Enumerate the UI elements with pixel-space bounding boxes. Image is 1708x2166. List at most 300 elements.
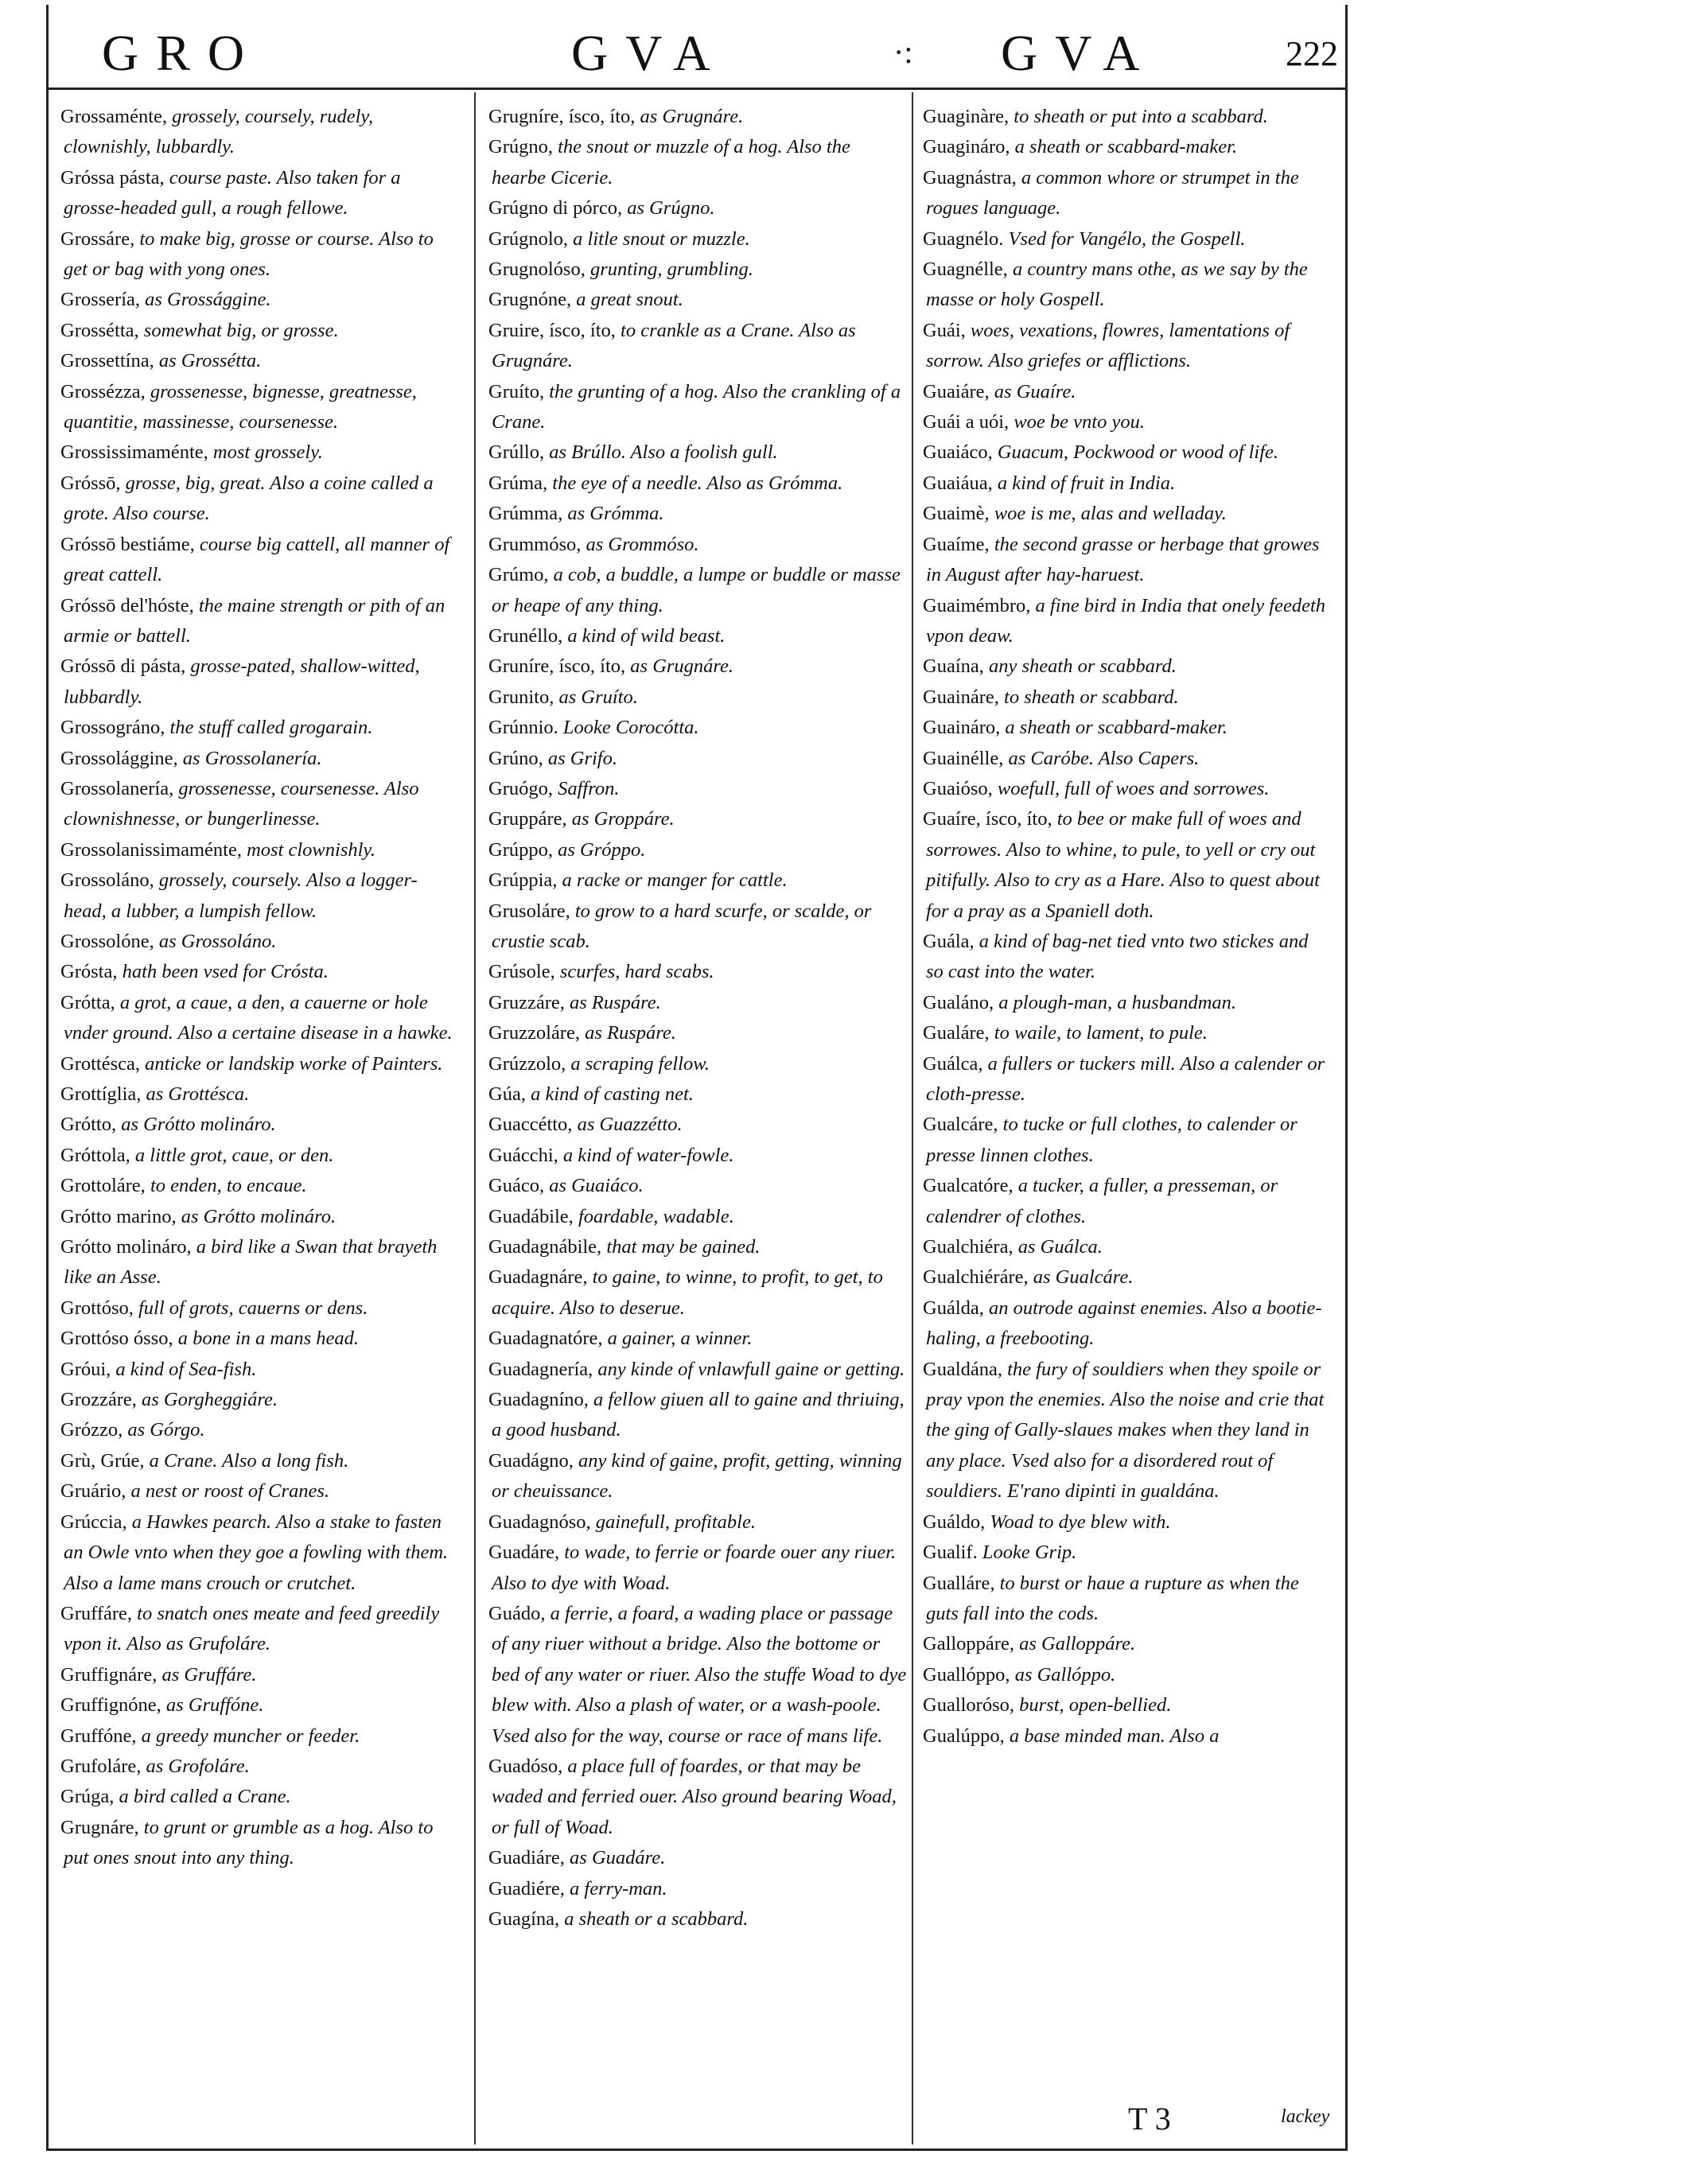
entry-headword: Grossolanería, (60, 777, 174, 799)
dictionary-entry (923, 1629, 1329, 1659)
dictionary-entry (60, 1415, 458, 1445)
header-left-guideword: GRO (102, 25, 263, 81)
entry-definition: scurfes, hard scabs. (554, 961, 714, 983)
dictionary-entry (60, 1049, 458, 1079)
entry-definition: a Hawkes pearch. Also a stake to fasten an Owle vnto when they goe a fowling with them. Also a lame mans crouch or crutchet. (64, 1511, 449, 1594)
entry-definition: as Grommóso. (581, 533, 699, 555)
dictionary-entry (60, 1690, 458, 1721)
entry-definition: a bird like a Swan that brayeth like an Asse. (64, 1236, 438, 1289)
entry-headword: Guadóso, (488, 1755, 563, 1777)
dictionary-entry (60, 285, 458, 315)
entry-headword: Grótto, (60, 1114, 117, 1136)
entry-definition: as Grugnáre. (635, 106, 744, 127)
entry-headword: Gróssō di pásta, (60, 655, 186, 678)
entry-definition: woefull, full of woes and sorrowes. (992, 777, 1270, 799)
entry-headword: Guaiáco, (923, 441, 993, 464)
entry-definition: grosse-pated, shallow-witted, lubbardly. (64, 655, 420, 708)
entry-definition: the stuff called grogarain. (165, 717, 373, 739)
dictionary-entry (923, 102, 1329, 132)
entry-definition: as Grossoláno. (154, 930, 277, 952)
entry-definition: any sheath or scabbard. (983, 655, 1177, 678)
dictionary-entry (488, 132, 908, 193)
entry-headword: Guaíme, (923, 533, 990, 555)
dictionary-entry (923, 1690, 1329, 1721)
dictionary-entry (60, 1385, 458, 1415)
dictionary-entry (923, 224, 1329, 255)
entry-headword: Grottíglia, (60, 1083, 142, 1105)
dictionary-entry (60, 316, 458, 346)
entry-definition: a great snout. (571, 289, 683, 311)
entry-definition: as Grifo. (543, 747, 617, 769)
entry-headword: Guaióso, (923, 777, 993, 799)
entry-definition: a common whore or strumpet in the rogues language. (926, 166, 1299, 220)
entry-headword: Grottóso, (60, 1297, 134, 1319)
entry-headword: Guaína, (923, 655, 984, 678)
entry-headword: Guálda, (923, 1297, 984, 1319)
dictionary-entry (488, 1385, 908, 1446)
entry-headword: Gualáre, (923, 1022, 990, 1044)
dictionary-entry (60, 163, 458, 224)
entry-definition: that may be gained. (601, 1236, 761, 1258)
entry-definition: as Guaiáco. (544, 1175, 644, 1197)
dictionary-entry (60, 469, 458, 530)
entry-headword: Gróssa pásta, (60, 166, 165, 189)
dictionary-entry (488, 1262, 908, 1324)
entry-definition: course big cattell, all manner of great cattell. (64, 533, 450, 586)
entry-definition: as Grótto molináro. (116, 1114, 276, 1136)
dictionary-entry (923, 682, 1329, 713)
entry-headword: Gruníre, ísco, íto, (488, 655, 626, 678)
dictionary-entry (60, 1752, 458, 1782)
entry-headword: Grúmma, (488, 503, 563, 525)
entry-definition: a gainer, a winner. (602, 1328, 753, 1350)
entry-definition: as Gruffóne. (161, 1694, 264, 1717)
entry-headword: Gróssō, (60, 472, 121, 494)
entry-headword: Guadágno, (488, 1449, 574, 1472)
dictionary-entry (60, 1079, 458, 1110)
entry-headword: Guainélle, (923, 747, 1004, 769)
dictionary-entry (923, 255, 1329, 316)
entry-definition: Woad to dye blew with. (985, 1511, 1171, 1533)
entry-definition: grossenesse, bignesse, greatnesse, quantitie, massinesse, coursenesse. (64, 380, 417, 434)
dictionary-entry (60, 1813, 458, 1874)
entry-headword: Gualloróso, (923, 1694, 1014, 1717)
dictionary-entry (923, 1293, 1329, 1355)
dictionary-entry (488, 957, 908, 987)
entry-definition: grossenesse, coursenesse. Also clownishnesse, or bungerlinesse. (64, 777, 419, 830)
entry-definition: as Grúgno. (622, 197, 715, 220)
entry-headword: Grunéllo, (488, 624, 563, 647)
dictionary-entry (60, 1782, 458, 1812)
entry-headword: Guallóppo, (923, 1663, 1010, 1686)
dictionary-entry (488, 1843, 908, 1873)
entry-definition: to waile, to lament, to pule. (989, 1022, 1208, 1044)
entry-definition: Looke Grip. (977, 1542, 1077, 1564)
entry-definition: as Ruspáre. (564, 991, 661, 1013)
header-rule (46, 87, 1348, 90)
entry-headword: Guálca, (923, 1052, 983, 1075)
dictionary-entry (488, 1202, 908, 1232)
entry-headword: Gualúppo, (923, 1725, 1005, 1747)
entry-headword: Grossolóne, (60, 930, 154, 952)
entry-definition: Saffron. (552, 777, 620, 799)
entry-headword: Gualif. (923, 1542, 978, 1564)
entry-headword: Gúa, (488, 1083, 526, 1105)
entry-definition: a litle snout or muzzle. (568, 227, 750, 250)
dictionary-entry (60, 988, 458, 1049)
entry-definition: a plough-man, a husbandman. (994, 991, 1237, 1013)
entry-definition: as Guálca. (1013, 1236, 1103, 1258)
dictionary-entry (488, 1018, 908, 1048)
entry-definition: anticke or landskip worke of Painters. (140, 1052, 443, 1075)
entry-definition: to grunt or grumble as a hog. Also to put ones snout into any thing. (64, 1816, 434, 1869)
entry-headword: Grótto marino, (60, 1205, 177, 1227)
dictionary-entry (923, 1355, 1329, 1507)
dictionary-entry (923, 744, 1329, 774)
dictionary-entry (60, 713, 458, 743)
dictionary-entry (488, 102, 908, 132)
dictionary-column-3 (923, 102, 1329, 1752)
entry-definition: as Gualcáre. (1028, 1266, 1134, 1289)
dictionary-entry (923, 988, 1329, 1018)
entry-definition: to sheath or put into a scabbard. (1009, 106, 1268, 127)
entry-definition: hath been vsed for Crósta. (117, 961, 329, 983)
entry-headword: Gróssō bestiáme, (60, 533, 195, 555)
dictionary-entry (488, 255, 908, 285)
entry-headword: Gruppáre, (488, 808, 567, 830)
entry-headword: Gruógo, (488, 777, 553, 799)
dictionary-entry (923, 1049, 1329, 1110)
entry-definition: full of grots, cauerns or dens. (133, 1297, 368, 1319)
entry-definition: the second grasse or herbage that growes in August after hay-haruest. (926, 533, 1320, 586)
entry-headword: Guaginàre, (923, 106, 1010, 127)
dictionary-entry (60, 865, 458, 927)
entry-headword: Guagnélo. (923, 227, 1004, 250)
entry-definition: course paste. Also taken for a grosse-headed gull, a rough fellowe. (64, 166, 401, 220)
entry-headword: Gualcatóre, (923, 1175, 1014, 1197)
entry-headword: Grossáre, (60, 227, 135, 250)
entry-headword: Guaiáre, (923, 380, 990, 402)
entry-definition: as Grótto molináro. (176, 1205, 337, 1227)
entry-headword: Gruffignáre, (60, 1663, 158, 1686)
dictionary-entry (60, 1324, 458, 1354)
entry-headword: Guadáre, (488, 1542, 560, 1564)
dictionary-entry (488, 1752, 908, 1843)
dictionary-entry (488, 1355, 908, 1385)
dictionary-entry (923, 1538, 1329, 1568)
entry-headword: Gualchiéra, (923, 1236, 1014, 1258)
dictionary-column-1 (60, 102, 458, 1874)
entry-definition: to tucke or full clothes, to calender or presse linnen clothes. (926, 1114, 1298, 1166)
entry-headword: Guádo, (488, 1602, 546, 1624)
dictionary-entry (60, 927, 458, 957)
entry-definition: foardable, wadable. (573, 1205, 734, 1227)
entry-definition: to burst or haue a rupture as when the guts fall into the cods. (926, 1572, 1299, 1624)
entry-headword: Guaimè, (923, 503, 990, 525)
entry-definition: the snout or muzzle of a hog. Also the hearbe Cicerie. (492, 136, 850, 189)
entry-definition: a kind of water-fowle. (558, 1144, 734, 1166)
dictionary-entry (488, 835, 908, 865)
entry-headword: Grù, Grúe, (60, 1449, 145, 1472)
entry-definition: as Górgo. (123, 1419, 205, 1441)
dictionary-column-2 (488, 102, 908, 1935)
entry-definition: as Grottésca. (141, 1083, 250, 1105)
entry-headword: Gruíto, (488, 380, 545, 402)
running-header (46, 16, 1348, 103)
dictionary-entry (488, 682, 908, 713)
dictionary-entry (60, 835, 458, 865)
entry-definition: Guacum, Pockwood or wood of life. (992, 441, 1279, 464)
entry-definition: a sheath or scabbard-maker. (1000, 717, 1228, 739)
entry-headword: Guaináre, (923, 686, 999, 708)
entry-definition: woes, vexations, flowres, lamentations of sorrow. Also griefes or afflictions. (926, 319, 1290, 372)
entry-headword: Guagnástra, (923, 166, 1017, 189)
entry-headword: Gualdána, (923, 1358, 1002, 1380)
dictionary-entry (60, 1171, 458, 1201)
dictionary-entry (60, 957, 458, 987)
entry-definition: to enden, to encaue. (145, 1175, 307, 1197)
entry-headword: Guái a uói, (923, 411, 1010, 434)
entry-definition: a cob, a buddle, a lumpe or buddle or masse or heape of any thing. (492, 564, 901, 616)
entry-headword: Gualláre, (923, 1572, 995, 1594)
dictionary-entry (60, 1293, 458, 1324)
entry-headword: Grúma, (488, 472, 548, 494)
header-right-guideword: GVA (1001, 25, 1157, 81)
entry-headword: Gruzzáre, (488, 991, 565, 1013)
dictionary-entry (60, 530, 458, 591)
dictionary-entry (923, 316, 1329, 377)
entry-headword: Gualcáre, (923, 1114, 998, 1136)
entry-definition: any kinde of vnlawfull gaine or getting. (593, 1358, 905, 1380)
entry-definition: as Gruffáre. (157, 1663, 257, 1686)
column-separator-1 (474, 92, 476, 2145)
dictionary-entry (488, 1049, 908, 1079)
dictionary-entry (923, 804, 1329, 927)
dictionary-entry (923, 377, 1329, 407)
dictionary-entry (488, 1874, 908, 1904)
entry-headword: Grugníre, ísco, íto, (488, 106, 636, 127)
entry-headword: Grottésca, (60, 1052, 140, 1075)
entry-headword: Grózzo, (60, 1419, 123, 1441)
dictionary-entry (60, 1476, 458, 1507)
dictionary-entry (60, 1599, 458, 1660)
dictionary-entry (488, 896, 908, 958)
entry-definition: burst, open-bellied. (1014, 1694, 1172, 1717)
entry-headword: Grósta, (60, 961, 118, 983)
entry-headword: Guái, (923, 319, 966, 341)
entry-definition: a fellow giuen all to gaine and thriuing, a good husband. (492, 1389, 905, 1441)
entry-headword: Grottoláre, (60, 1175, 146, 1197)
entry-definition: the maine strength or pith of an armie or battell. (64, 594, 445, 647)
entry-definition: a bird called a Crane. (114, 1786, 291, 1808)
entry-headword: Gruffóne, (60, 1725, 137, 1747)
entry-definition: as Groppáre. (566, 808, 675, 830)
entry-headword: Guadagnóso, (488, 1511, 591, 1533)
entry-definition: a grot, a caue, a den, a cauerne or hole vnder ground. Also a certaine disease in a hawke. (64, 991, 453, 1044)
entry-definition: as Grugnáre. (625, 655, 734, 678)
dictionary-entry (923, 407, 1329, 437)
entry-headword: Guáldo, (923, 1511, 986, 1533)
entry-headword: Grúppo, (488, 838, 553, 861)
entry-headword: Guaíre, ísco, íto, (923, 808, 1052, 830)
entry-definition: gainefull, profitable. (590, 1511, 756, 1533)
catchword: lackey (1281, 2106, 1330, 2127)
dictionary-entry (923, 774, 1329, 804)
dictionary-entry (488, 224, 908, 255)
entry-headword: Grossétta, (60, 319, 139, 341)
entry-definition: the fury of souldiers when they spoile or pray vpon the enemies. Also the noise and crie that the ging of Gally-slaues makes when they land in any place. Vsed also for a disordered rout of souldiers. E'rano dipinti in gualdána. (926, 1358, 1325, 1503)
dictionary-entry (923, 437, 1329, 468)
entry-headword: Guagína, (488, 1907, 560, 1930)
entry-definition: to gaine, to winne, to profit, to get, to acquire. Also to deserue. (492, 1266, 883, 1319)
dictionary-entry (60, 1110, 458, 1140)
dictionary-entry (488, 316, 908, 377)
entry-headword: Grufoláre, (60, 1755, 142, 1777)
entry-definition: a kind of casting net. (525, 1083, 694, 1105)
entry-headword: Guagnélle, (923, 259, 1008, 281)
dictionary-entry (488, 1171, 908, 1201)
entry-definition: as Guadáre. (564, 1847, 666, 1869)
entry-headword: Gróssō del'hóste, (60, 594, 194, 616)
entry-headword: Grúno, (488, 747, 543, 769)
dictionary-entry (923, 1232, 1329, 1262)
dictionary-entry (488, 865, 908, 896)
entry-headword: Grunito, (488, 686, 554, 708)
entry-headword: Guála, (923, 930, 975, 952)
entry-headword: Grúga, (60, 1786, 115, 1808)
entry-definition: the grunting of a hog. Also the crankling of a Crane. (492, 380, 901, 434)
entry-headword: Guagináro, (923, 136, 1010, 158)
entry-definition: a nest or roost of Cranes. (126, 1480, 330, 1503)
entry-definition: grosse, big, great. Also a coine called a grote. Also course. (64, 472, 434, 525)
entry-headword: Gróttola, (60, 1144, 130, 1166)
entry-definition: a sheath or scabbard-maker. (1010, 136, 1238, 158)
entry-headword: Guadagnatóre, (488, 1328, 603, 1350)
entry-headword: Guadagníno, (488, 1389, 589, 1411)
entry-definition: a little grot, caue, or den. (130, 1144, 334, 1166)
entry-headword: Gualáno, (923, 991, 994, 1013)
dictionary-entry (488, 1324, 908, 1354)
entry-definition: a greedy muncher or feeder. (136, 1725, 360, 1747)
entry-definition: somewhat big, or grosse. (138, 319, 339, 341)
entry-headword: Guaiáua, (923, 472, 993, 494)
entry-headword: Guadiáre, (488, 1847, 565, 1869)
entry-headword: Gróui, (60, 1358, 111, 1380)
entry-definition: a Crane. Also a long fish. (144, 1449, 349, 1472)
entry-definition: a kind of Sea-fish. (111, 1358, 257, 1380)
entry-definition: as Grossétta. (154, 350, 262, 372)
entry-headword: Grótta, (60, 991, 115, 1013)
entry-headword: Grossería, (60, 289, 141, 311)
entry-headword: Guadagnáre, (488, 1266, 588, 1289)
entry-definition: a fullers or tuckers mill. Also a calender or cloth-presse. (926, 1052, 1325, 1105)
entry-headword: Grúzzolo, (488, 1052, 566, 1075)
entry-headword: Gruário, (60, 1480, 126, 1503)
entry-definition: a kind of wild beast. (562, 624, 726, 647)
entry-definition: as Guazzétto. (572, 1114, 683, 1136)
dictionary-entry (488, 530, 908, 560)
entry-headword: Guaináro, (923, 717, 1001, 739)
entry-definition: to bee or make full of woes and sorrowes. Also to whine, to pule, to yell or cry out pitifully. Also to cry as a Hare. Also to quest about for a pray as a Spaniell doth. (926, 808, 1320, 922)
entry-definition: a bone in a mans head. (173, 1328, 359, 1350)
entry-definition: as Galloppáre. (1014, 1633, 1136, 1655)
dictionary-entry (923, 713, 1329, 743)
dictionary-entry (923, 469, 1329, 499)
entry-definition: a ferrie, a foard, a wading place or passage of any riuer without a bridge. Also the bottome or bed of any water or riuer. Also the stuffe Woad to dye blew with. Also a plash of water, or a wash-poole. Vsed also for the way, course or race of mans life. (492, 1602, 907, 1747)
entry-headword: Grúgno, (488, 136, 553, 158)
entry-definition: as Grossággine. (140, 289, 271, 311)
entry-definition: a kind of fruit in India. (992, 472, 1176, 494)
entry-headword: Guaccétto, (488, 1114, 573, 1136)
entry-headword: Gruffáre, (60, 1602, 133, 1624)
entry-definition: as Gróppo. (552, 838, 646, 861)
entry-headword: Grusoláre, (488, 900, 570, 922)
entry-definition: to sheath or scabbard. (998, 686, 1179, 708)
dictionary-entry (60, 1446, 458, 1476)
entry-definition: to snatch ones meate and feed greedily vpon it. Also as Grufoláre. (64, 1602, 440, 1655)
entry-headword: Grúnnio. (488, 717, 558, 739)
entry-headword: Grozzáre, (60, 1389, 137, 1411)
entry-headword: Grossolággine, (60, 747, 178, 769)
dictionary-entry (923, 1507, 1329, 1538)
entry-definition: woe is me, alas and welladay. (989, 503, 1227, 525)
entry-definition: the eye of a needle. Also as Grómma. (547, 472, 843, 494)
entry-headword: Grossolanissimaménte, (60, 838, 242, 861)
entry-headword: Guáco, (488, 1175, 545, 1197)
entry-headword: Guadábile, (488, 1205, 574, 1227)
dictionary-entry (60, 1721, 458, 1752)
dictionary-entry (923, 1569, 1329, 1630)
entry-definition: most clownishly. (241, 838, 376, 861)
entry-headword: Galloppáre, (923, 1633, 1014, 1655)
entry-headword: Gruire, ísco, íto, (488, 319, 616, 341)
entry-definition: a base minded man. Also a (1004, 1725, 1220, 1747)
dictionary-entry (60, 1355, 458, 1385)
dictionary-entry (488, 713, 908, 743)
dictionary-entry (923, 651, 1329, 682)
dictionary-entry (488, 1538, 908, 1599)
dictionary-entry (488, 988, 908, 1018)
entry-headword: Guadiére, (488, 1877, 565, 1900)
dictionary-entry (60, 1507, 458, 1599)
entry-headword: Grottóso ósso, (60, 1328, 173, 1350)
dictionary-entry (488, 1141, 908, 1171)
entry-definition: as Gorgheggiáre. (136, 1389, 278, 1411)
entry-definition: as Brúllo. Also a foolish gull. (544, 441, 778, 464)
dictionary-entry (60, 651, 458, 713)
dictionary-entry (923, 1262, 1329, 1293)
entry-definition: as Grofoláre. (141, 1755, 250, 1777)
entry-headword: Grossoláno, (60, 869, 154, 892)
dictionary-entry (60, 1232, 458, 1293)
dictionary-entry (488, 1446, 908, 1507)
dictionary-entry (923, 1171, 1329, 1232)
dictionary-entry (60, 774, 458, 835)
dictionary-entry (488, 1079, 908, 1110)
entry-headword: Grúsole, (488, 961, 555, 983)
entry-definition: a place full of foardes, or that may be waded and ferried ouer. Also ground bearing Woad, or full of Woad. (492, 1755, 897, 1838)
entry-definition: a kind of bag-net tied vnto two stickes and so cast into the water. (926, 930, 1309, 983)
entry-definition: to grow to a hard scurfe, or scalde, or crustie scab. (492, 900, 872, 952)
entry-definition: grossely, coursely, rudely, clownishly, lubbardly. (64, 106, 374, 158)
dictionary-entry (488, 1599, 908, 1752)
entry-definition: a tucker, a fuller, a presseman, or calendrer of clothes. (926, 1175, 1278, 1227)
entry-definition: a ferry-man. (564, 1877, 667, 1900)
page-number: 222 (1286, 34, 1338, 73)
entry-definition: a sheath or a scabbard. (559, 1907, 749, 1930)
entry-definition: woe be vnto you. (1009, 411, 1145, 434)
entry-headword: Grummóso, (488, 533, 582, 555)
